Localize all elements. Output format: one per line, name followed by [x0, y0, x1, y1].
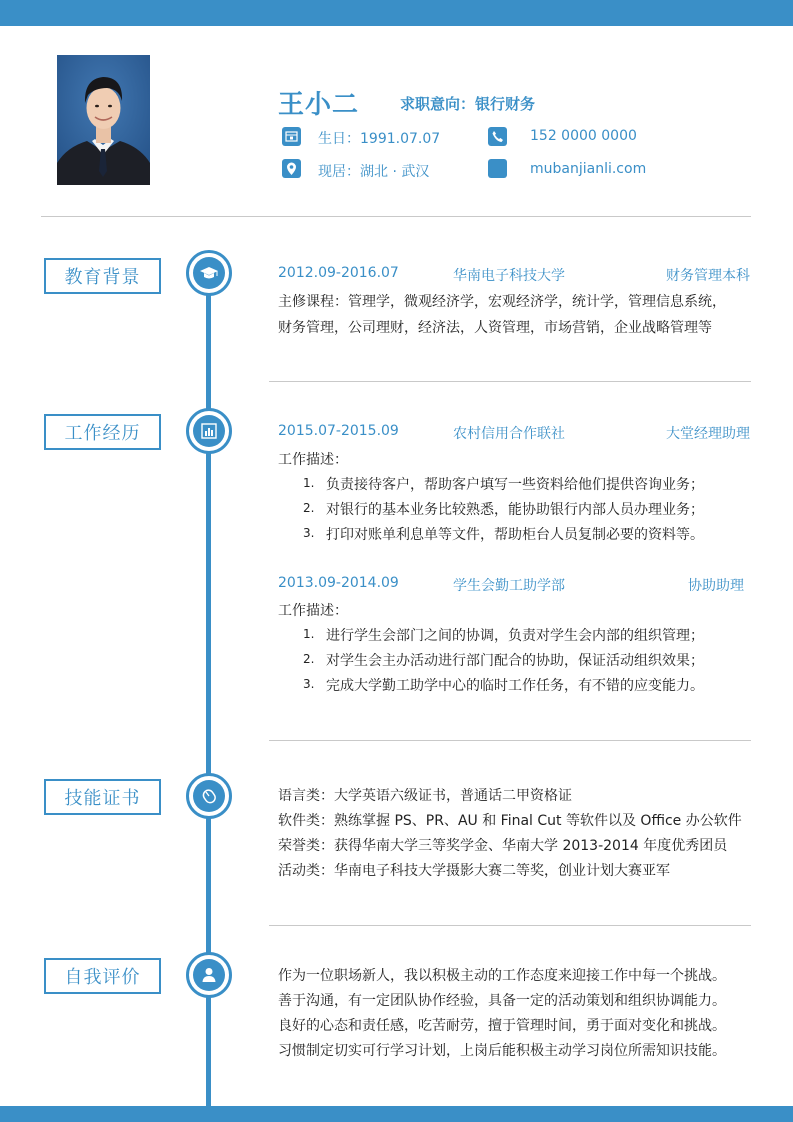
self-evaluation-line: 作为一位职场新人，我以积极主动的工作态度来迎接工作中每一个挑战。	[278, 968, 726, 984]
section-title-education: 教育背景	[44, 258, 161, 294]
job-1-role: 大堂经理助理	[666, 426, 750, 442]
skill-software: 软件类：熟练掌握 PS、PR、AU 和 Final Cut 等软件以及 Office 办公软件	[278, 813, 742, 829]
education-courses-line-1: 主修课程：管理学，微观经济学，宏观经济学，统计学，管理信息系统，	[278, 294, 726, 310]
section-title-self-evaluation: 自我评价	[44, 958, 161, 994]
skill-language: 语言类：大学英语六级证书，普通话二甲资格证	[278, 788, 572, 804]
phone-icon	[488, 127, 507, 146]
current-location: 现居：湖北 · 武汉	[318, 164, 430, 180]
section-divider	[269, 740, 751, 741]
skill-activities: 活动类：华南电子科技大学摄影大赛二等奖，创业计划大赛亚军	[278, 863, 670, 879]
header-divider	[41, 216, 751, 217]
timeline-node-self	[186, 952, 232, 998]
job-2-role: 协助助理	[688, 578, 744, 594]
job-2-organization: 学生会勤工助学部	[453, 578, 565, 594]
education-school: 华南电子科技大学	[453, 268, 565, 284]
education-major: 财务管理本科	[666, 268, 750, 284]
timeline-node-work	[186, 408, 232, 454]
job-2-item: 进行学生会部门之间的协调，负责对学生会内部的组织管理；	[326, 628, 704, 644]
candidate-name: 王小二	[278, 90, 360, 120]
job-1-item-number: 3.	[303, 526, 315, 540]
job-intent: 求职意向：银行财务	[400, 95, 536, 113]
job-1-item-number: 1.	[303, 476, 315, 490]
job-1-item: 负责接待客户，帮助客户填写一些资料给他们提供咨询业务；	[326, 477, 704, 493]
self-evaluation-line: 习惯制定切实可行学习计划，上岗后能积极主动学习岗位所需知识技能。	[278, 1043, 726, 1059]
job-1-description-label: 工作描述：	[278, 452, 348, 468]
job-1-date: 2015.07-2015.09	[278, 423, 399, 439]
education-courses-line-2: 财务管理，公司理财，经济法，人资管理，市场营销，企业战略管理等	[278, 320, 712, 336]
section-title-skills: 技能证书	[44, 779, 161, 815]
job-2-item: 对学生会主办活动进行部门配合的协助，保证活动组织效果；	[326, 653, 704, 669]
section-title-work: 工作经历	[44, 414, 161, 450]
location-pin-icon	[282, 159, 301, 178]
person-icon	[198, 964, 220, 986]
job-2-item-number: 3.	[303, 677, 315, 691]
job-2-item: 完成大学勤工助学中心的临时工作任务，有不错的应变能力。	[326, 678, 704, 694]
profile-photo	[57, 55, 150, 185]
job-2-date: 2013.09-2014.09	[278, 575, 399, 591]
education-date: 2012.09-2016.07	[278, 265, 399, 281]
graduation-cap-icon	[198, 262, 220, 284]
birthday: 生日：1991.07.07	[318, 131, 441, 147]
section-divider	[269, 925, 751, 926]
skill-honors: 荣誉类：获得华南大学三等奖学金、华南大学 2013-2014 年度优秀团员	[278, 838, 728, 854]
chat-bubble-icon	[488, 159, 507, 178]
timeline-node-education	[186, 250, 232, 296]
job-2-description-label: 工作描述：	[278, 603, 348, 619]
section-divider	[269, 381, 751, 382]
bottom-accent-bar	[0, 1106, 793, 1122]
job-1-organization: 农村信用合作联社	[453, 426, 565, 442]
phone-number[interactable]: 152 0000 0000	[530, 128, 637, 144]
website-link[interactable]: mubanjianli.com	[530, 161, 647, 177]
job-1-item: 打印对账单利息单等文件，帮助柜台人员复制必要的资料等。	[326, 527, 704, 543]
job-1-item: 对银行的基本业务比较熟悉，能协助银行内部人员办理业务；	[326, 502, 704, 518]
job-2-item-number: 1.	[303, 627, 315, 641]
self-evaluation-line: 善于沟通，有一定团队协作经验，具备一定的活动策划和组织协调能力。	[278, 993, 726, 1009]
self-evaluation-line: 良好的心态和责任感，吃苦耐劳，擅于管理时间，勇于面对变化和挑战。	[278, 1018, 726, 1034]
top-accent-bar	[0, 0, 793, 26]
job-2-item-number: 2.	[303, 652, 315, 666]
calendar-icon	[282, 127, 301, 146]
mouse-icon	[198, 785, 220, 807]
bar-chart-icon	[198, 420, 220, 442]
job-1-item-number: 2.	[303, 501, 315, 515]
timeline-node-skills	[186, 773, 232, 819]
